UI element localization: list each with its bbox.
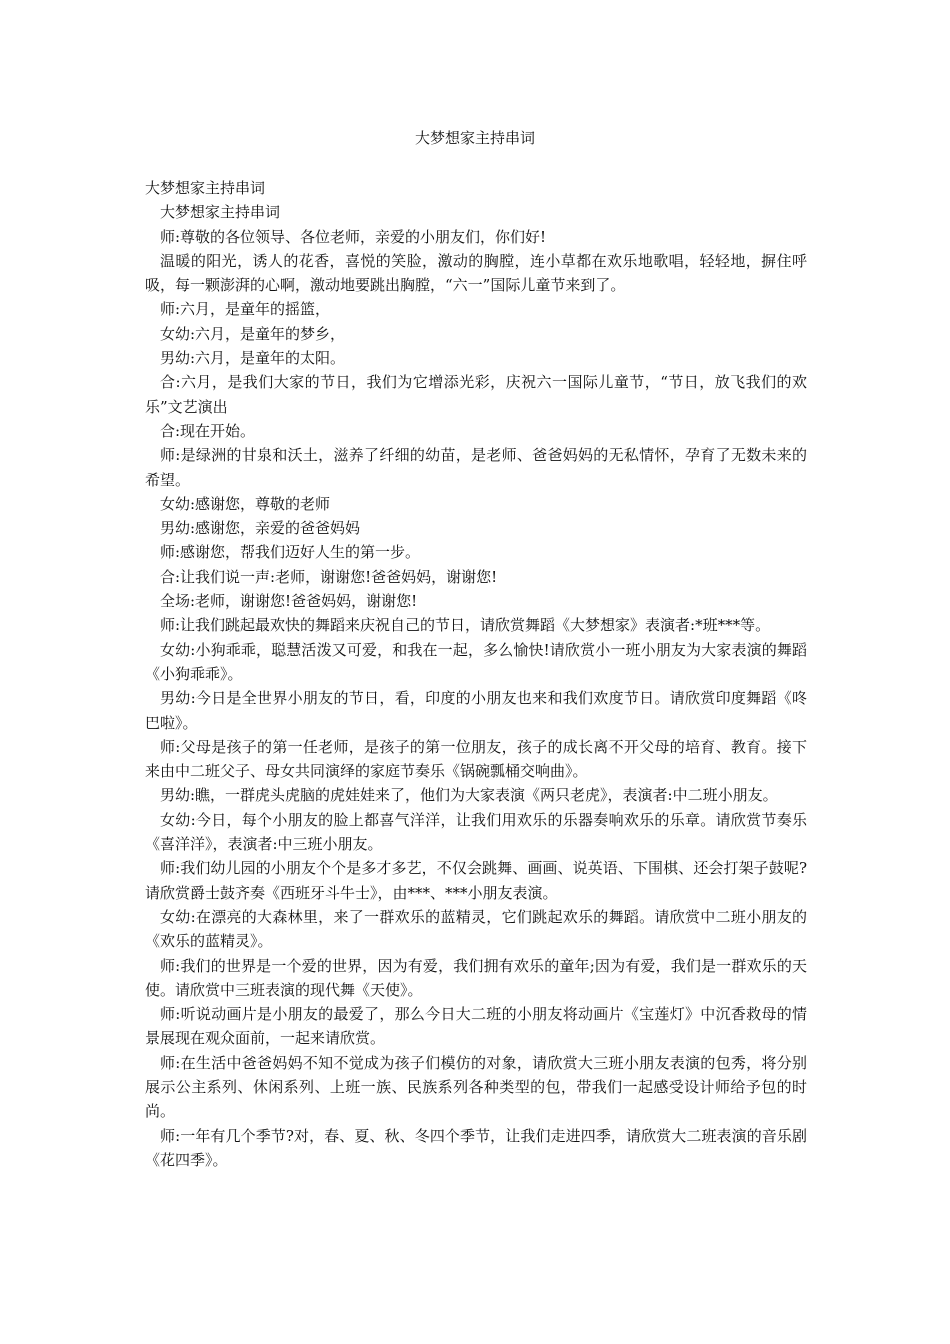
paragraph: 合:六月，是我们大家的节日，我们为它增添光彩，庆祝六一国际儿童节，“节日，放飞我们的欢乐”文艺演出 [145, 373, 807, 416]
paragraph: 全场:老师，谢谢您!爸爸妈妈，谢谢您! [160, 592, 418, 611]
paragraph: 大梦想家主持串词 [145, 179, 266, 197]
paragraph: 女幼:感谢您，尊敬的老师 [160, 494, 331, 513]
paragraph: 大梦想家主持串词 [160, 203, 281, 222]
paragraph: 男幼:六月，是童年的太阳。 [160, 349, 346, 368]
document-body [145, 176, 807, 1172]
paragraph: 师:在生活中爸爸妈妈不知不觉成为孩子们模仿的对象，请欣赏大三班小朋友表演的包秀，将分别展示公主系列、休闲系列、上班一族、民族系列各种类型的包，带我们一起感受设计师给予包的时尚。 [145, 1053, 807, 1121]
paragraph: 师:父母是孩子的第一任老师，是孩子的第一位朋友，孩子的成长离不开父母的培育、教育。接下来由中二班父子、母女共同演绎的家庭节奏乐《锅碗瓢桶交响曲》。 [145, 737, 807, 781]
paragraph: 男幼:瞧，一群虎头虎脑的虎娃娃来了，他们为大家表演《两只老虎》，表演者:中二班小朋友。 [160, 786, 778, 805]
paragraph: 师:我们幼儿园的小朋友个个是多才多艺，不仅会跳舞、画画、说英语、下围棋、还会打架子鼓呢?请欣赏爵士鼓齐奏《西班牙斗牛士》，由***、***小朋友表演。 [145, 859, 807, 902]
paragraph: 师:感谢您，帮我们迈好人生的第一步。 [160, 543, 421, 562]
paragraph: 师:我们的世界是一个爱的世界，因为有爱，我们拥有欢乐的童年;因为有爱，我们是一群欢乐的天使。请欣赏中三班表演的现代舞《天使》。 [145, 956, 807, 999]
paragraph: 女幼:小狗乖乖，聪慧活泼又可爱，和我在一起，多么愉快!请欣赏小一班小朋友为大家表演的舞蹈《小狗乖乖》。 [145, 640, 807, 683]
document-title: 大梦想家主持串词 [414, 129, 535, 147]
paragraph: 师:尊敬的各位领导、各位老师，亲爱的小朋友们，你们好! [160, 227, 547, 246]
paragraph: 合:现在开始。 [160, 421, 256, 440]
paragraph: 师:听说动画片是小朋友的最爱了，那么今日大二班的小朋友将动画片《宝莲灯》中沉香救母的情景展现在观众面前，一起来请欣赏。 [145, 1005, 807, 1048]
paragraph: 男幼:感谢您，亲爱的爸爸妈妈 [160, 519, 361, 538]
paragraph: 女幼:今日，每个小朋友的脸上都喜气洋洋，让我们用欢乐的乐器奏响欢乐的乐章。请欣赏节奏乐《喜洋洋》，表演者:中三班小朋友。 [145, 810, 807, 854]
paragraph: 女幼:在漂亮的大森林里，来了一群欢乐的蓝精灵，它们跳起欢乐的舞蹈。请欣赏中二班小朋友的《欢乐的蓝精灵》。 [145, 907, 807, 951]
paragraph: 温暖的阳光，诱人的花香，喜悦的笑脸，激动的胸膛，连小草都在欢乐地歌唱，轻轻地，摒住呼吸，每一颗澎湃的心啊，激动地要跳出胸膛，“六一”国际儿童节来到了。 [145, 251, 807, 295]
paragraph: 女幼:六月，是童年的梦乡， [160, 324, 346, 343]
paragraph: 师:六月，是童年的摇篮， [160, 300, 331, 319]
paragraph: 师:一年有几个季节?对，春、夏、秋、冬四个季节，让我们走进四季，请欣赏大二班表演的音乐剧《花四季》。 [145, 1126, 807, 1169]
paragraph: 男幼:今日是全世界小朋友的节日，看，印度的小朋友也来和我们欢度节日。请欣赏印度舞蹈《咚巴啦》。 [145, 689, 807, 732]
paragraph: 师:让我们跳起最欢快的舞蹈来庆祝自己的节日，请欣赏舞蹈《大梦想家》表演者:*班***等。 [160, 616, 771, 635]
paragraph: 师:是绿洲的甘泉和沃土，滋养了纤细的幼苗，是老师、爸爸妈妈的无私情怀，孕育了无数未来的希望。 [145, 446, 807, 489]
paragraph: 合:让我们说一声:老师，谢谢您!爸爸妈妈，谢谢您! [160, 567, 498, 586]
